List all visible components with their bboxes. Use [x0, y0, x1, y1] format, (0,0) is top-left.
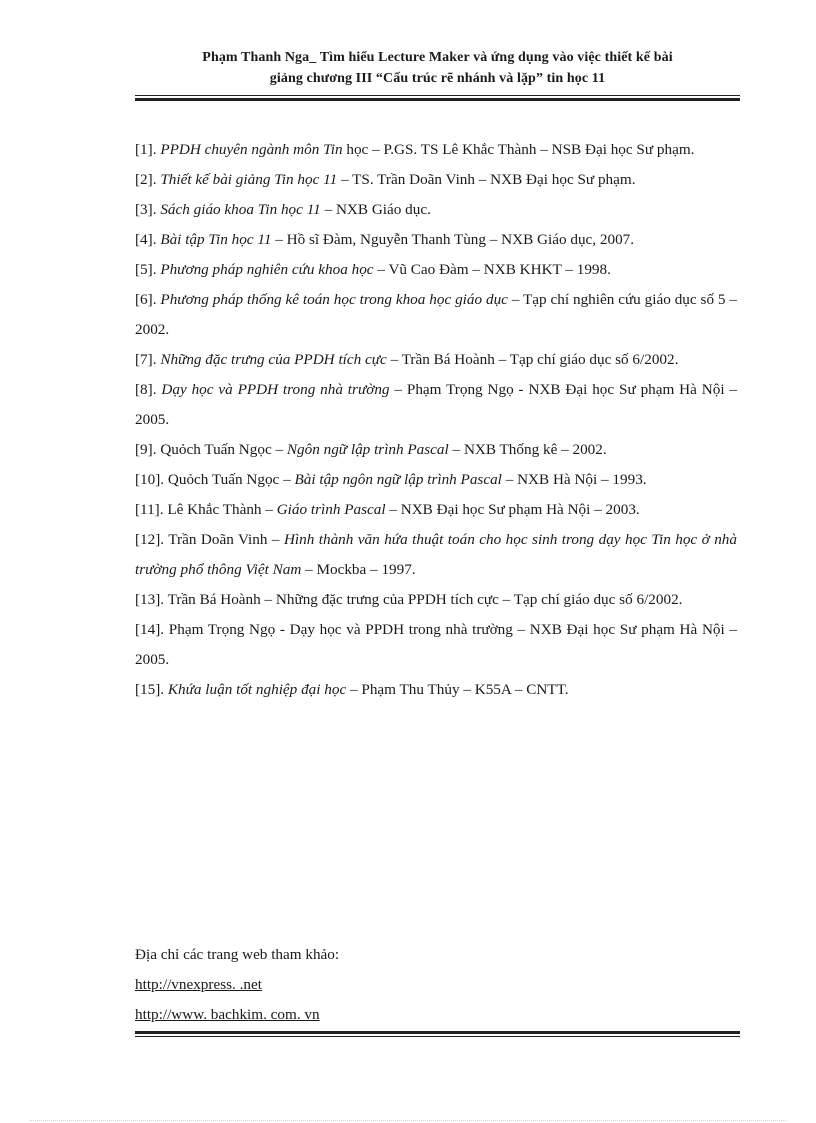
reference-title: Sách giáo khoa Tin học 11 — [160, 201, 321, 218]
reference-number: [13]. — [135, 591, 165, 608]
reference-item-5: [5]. Phương pháp nghiên cứu khoa học – Vũ Cao Đàm – NXB KHKT – 1998. — [135, 261, 611, 278]
page-header — [135, 47, 740, 89]
reference-title: Hình thành văn hứa thuật toán cho học sinh trong dạy học Tin học ở nhà trường phổ thông Việt Nam — [135, 531, 737, 578]
reference-item-4: [4]. Bài tập Tin học 11 – Hồ sĩ Đàm, Nguyễn Thanh Tùng – NXB Giáo dục, 2007. — [135, 231, 635, 248]
reference-title: Phương pháp thống kê toán học trong khoa học giáo dục — [160, 291, 508, 308]
page-edge-dotted-line — [30, 1120, 786, 1121]
reference-number: [2]. — [135, 171, 157, 188]
header-line-2: giảng chương III “Cấu trúc rẽ nhánh và lặp” tin học 11 — [269, 71, 606, 86]
reference-title: Bài tập ngôn ngữ lập trình Pascal — [294, 471, 502, 488]
website-link-bachkim[interactable]: http://www. bachkim. com. vn — [135, 1006, 320, 1023]
reference-item-14: [14]. Phạm Trọng Ngọ - Dạy học và PPDH trong nhà trường – NXB Đại học Sư phạm Hà Nội – 2005. — [135, 621, 737, 668]
reference-title: Giáo trình Pascal — [276, 501, 386, 518]
reference-number: [10]. — [135, 471, 165, 488]
reference-number: [9]. — [135, 441, 157, 458]
reference-number: [3]. — [135, 201, 157, 218]
website-link-vnexpress[interactable]: http://vnexpress. .net — [135, 976, 262, 993]
reference-list — [135, 135, 737, 705]
reference-number: [1]. — [135, 141, 157, 158]
reference-title: PPDH chuyên ngành môn Tin — [160, 141, 343, 158]
reference-number: [14]. — [135, 621, 165, 638]
reference-number: [5]. — [135, 261, 157, 278]
reference-number: [12]. — [135, 531, 165, 548]
reference-number: [8]. — [135, 381, 157, 398]
header-divider — [135, 95, 740, 101]
reference-title: Ngôn ngữ lập trình Pascal — [286, 441, 449, 458]
reference-item-13: [13]. Trần Bá Hoành – Những đặc trưng của PPDH tích cực – Tạp chí giáo dục số 6/2002. — [135, 591, 683, 608]
reference-item-11: [11]. Lê Khắc Thành – Giáo trình Pascal – NXB Đại học Sư phạm Hà Nội – 2003. — [135, 501, 640, 518]
reference-item-15: [15]. Khứa luận tốt nghiệp đại học – Phạm Thu Thủy – K55A – CNTT. — [135, 681, 569, 698]
reference-number: [4]. — [135, 231, 157, 248]
reference-title: Dạy học và PPDH trong nhà trường — [161, 381, 390, 398]
reference-title: Thiết kế bài giảng Tin học 11 — [160, 171, 338, 188]
reference-item-2: [2]. Thiết kế bài giảng Tin học 11 – TS. Trần Doãn Vinh – NXB Đại học Sư phạm. — [135, 171, 636, 188]
website-label: Địa chỉ các trang web tham khảo: — [135, 946, 340, 963]
reference-title: Khứa luận tốt nghiệp đại học — [167, 681, 347, 698]
website-section — [135, 940, 737, 1030]
reference-item-12: [12]. Trần Doãn Vinh – Hình thành văn hứa thuật toán cho học sinh trong dạy học Tin học ở nhà trường phổ thông Việt Nam – Mockba – 1997. — [135, 531, 737, 578]
reference-title: Bài tập Tin học 11 — [160, 231, 272, 248]
reference-item-8: [8]. Dạy học và PPDH trong nhà trường – Phạm Trọng Ngọ - NXB Đại học Sư phạm Hà Nội – 2005. — [135, 381, 738, 428]
header-line-1: Phạm Thanh Nga_ Tìm hiểu Lecture Maker và ứng dụng vào việc thiết kế bài — [202, 50, 673, 65]
reference-title: Phương pháp nghiên cứu khoa học — [160, 261, 374, 278]
reference-number: [6]. — [135, 291, 157, 308]
footer-divider — [135, 1031, 740, 1037]
reference-item-6: [6]. Phương pháp thống kê toán học trong khoa học giáo dục – Tạp chí nghiên cứu giáo dục số 5 – 2002. — [135, 291, 738, 338]
reference-number: [11]. — [135, 501, 164, 518]
reference-item-7: [7]. Những đặc trưng của PPDH tích cực – Trần Bá Hoành – Tạp chí giáo dục số 6/2002. — [135, 351, 679, 368]
reference-title: Những đặc trưng của PPDH tích cực — [160, 351, 387, 368]
reference-item-10: [10]. Quỏch Tuấn Ngọc – Bài tập ngôn ngữ lập trình Pascal – NXB Hà Nội – 1993. — [135, 471, 647, 488]
reference-item-1: [1]. PPDH chuyên ngành môn Tin học – P.GS. TS Lê Khắc Thành – NSB Đại học Sư phạm. — [135, 141, 695, 158]
reference-item-3: [3]. Sách giáo khoa Tin học 11 – NXB Giáo dục. — [135, 201, 431, 218]
reference-item-9: [9]. Quỏch Tuấn Ngọc – Ngôn ngữ lập trình Pascal – NXB Thống kê – 2002. — [135, 441, 607, 458]
reference-number: [15]. — [135, 681, 165, 698]
reference-number: [7]. — [135, 351, 157, 368]
